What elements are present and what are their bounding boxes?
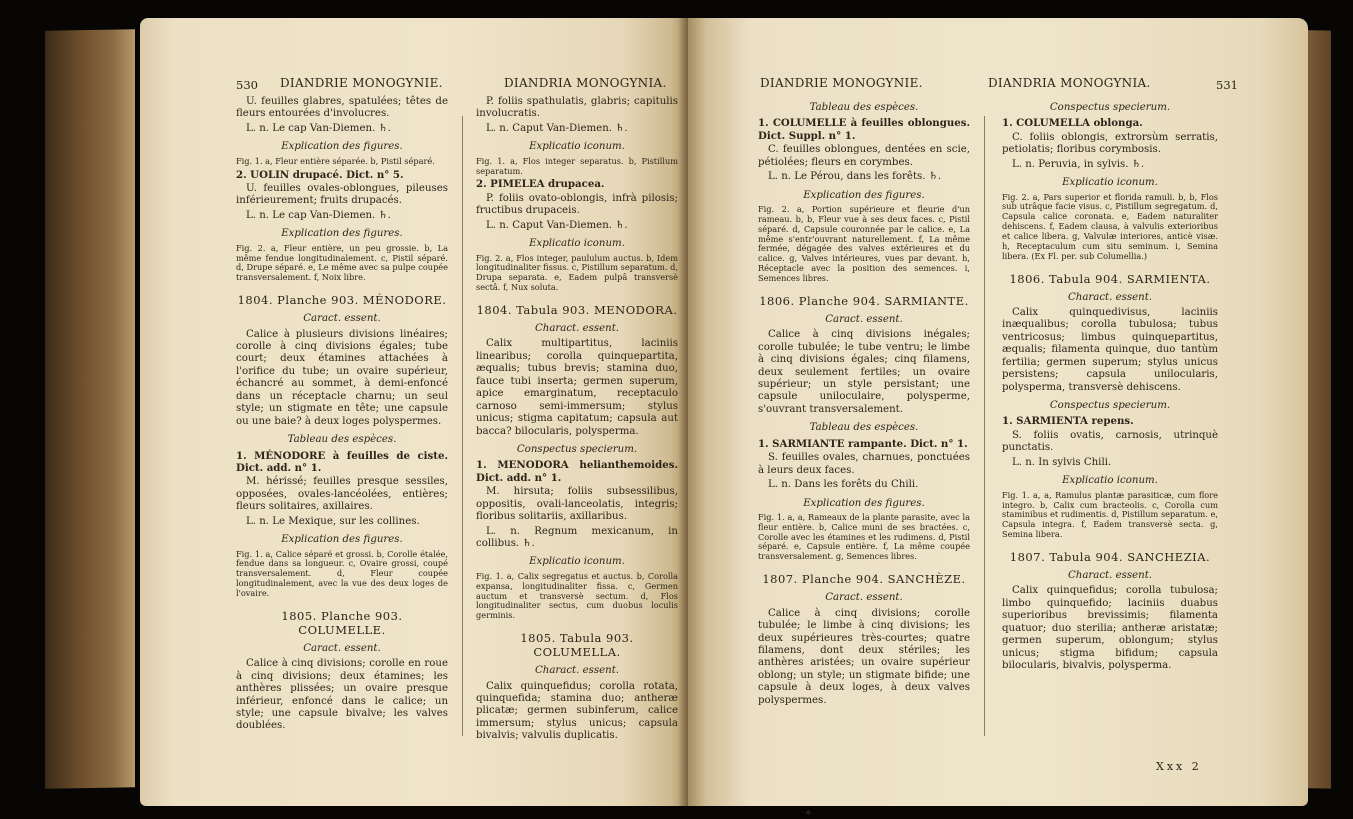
section-heading: Caract. essent. bbox=[825, 592, 903, 604]
plate-heading: 1804. Tabula 903. MENODORA. bbox=[476, 303, 678, 317]
figure-caption: Fig. 2. a, Pars superior et florida ramuli. b, b, Flos sub utrâque facie visus. c, Pistillum segregatum. d, Capsula calice coronata. e, Eadem naturaliter dehiscens. f, Eadem clausa, à valvulis exterioribus et calice libera. g, Valvulæ interiores, anticè visæ. h, Receptaculum cum situ seminum. i, Semina libera. (Ex Fl. per. sub Columellia.) bbox=[1002, 191, 1218, 261]
paragraph: U. feuilles glabres, spatulées; têtes de fleurs entourées d'involucres. bbox=[236, 96, 448, 120]
paragraph: M. hérissé; feuilles presque sessiles, opposées, ovales-lancéolées, entières; fleurs solitaires, axillaires. bbox=[236, 476, 448, 513]
figure-caption: Fig. 1. a, Calice séparé et grossi. b, Corolle étalée, fendue dans sa longueur. c, Ovaire grossi, coupé transversalement. d, Fleur coupée longitudinalement, avec la vue des deux loges de l'ovaire. bbox=[236, 548, 448, 598]
plate-heading: 1805. Tabula 903. COLUMELLA. bbox=[520, 631, 634, 660]
paragraph: U. feuilles ovales-oblongues, pileuses inférieurement; fruits drupacés. bbox=[236, 183, 448, 207]
right-page bbox=[688, 18, 1308, 819]
section-heading: Explication des figures. bbox=[281, 228, 403, 240]
species-entry: 1. MÉNODORE à feuilles de ciste. Dict. add. n° 1. bbox=[236, 449, 448, 474]
section-heading: Tableau des espèces. bbox=[809, 422, 919, 434]
paragraph: L. n. Regnum mexicanum, in collibus. ♄. bbox=[476, 525, 678, 550]
running-head-left-b: DIANDRIA MONOGYNIA. bbox=[504, 76, 667, 90]
figure-caption: Fig. 2. a, Portion supérieure et fleurie d'un rameau. b, b, Fleur vue à ses deux faces. c, Pistil séparé. d, Capsule couronnée par le calice. e, La même s'entr'ouvrant naturellement. f, La même fermée, dégagée des valves extérieures et du calice. g, Valves intérieures, vues par devant. h, Réceptacle avec la position des semences. i, Semences libres. bbox=[758, 204, 970, 283]
paragraph: L. n. Le Pérou, dans les forêts. ♄. bbox=[768, 171, 942, 183]
section-heading: Conspectus specierum. bbox=[516, 443, 638, 455]
plate-heading: 1807. Planche 904. SANCHÈZE. bbox=[762, 572, 966, 587]
plate-heading: 1804. Planche 903. MÉNODORE. bbox=[237, 293, 447, 308]
left-page-edges bbox=[45, 29, 135, 789]
section-heading: Explication des figures. bbox=[803, 189, 925, 201]
running-head-right-b: DIANDRIA MONOGYNIA. bbox=[988, 76, 1151, 90]
paragraph: C. foliis oblongis, extrorsùm serratis, petiolatis; floribus corymbosis. bbox=[1002, 131, 1218, 156]
paragraph: L. n. Peruvia, in sylvis. ♄. bbox=[1012, 158, 1145, 170]
paragraph: Calice à plusieurs divisions linéaires; corolle à cinq divisions égales; tube court; deux étamines attachées à l'orifice du tube; un ovaire supérieur, échancré au sommet, à demi-enfoncé dans un réceptacle charnu; un seul style; un stigmate en tête; une capsule ou une baie? à deux loges polyspermes. bbox=[236, 328, 448, 427]
section-heading: Explicatio iconum. bbox=[529, 141, 625, 153]
plate-heading: 1805. Planche 903. COLUMELLE. bbox=[281, 608, 403, 637]
section-heading: Charact. essent. bbox=[1067, 569, 1153, 581]
paragraph: Calice à cinq divisions; corolle tubulée; le limbe à cinq divisions; les deux supérieures très-courtes; quatre filamens, dont deux stériles; les anthères aristées; un ovaire supérieur oblong; un style; un stigmate bifide; une capsule à deux loges, à deux valves polyspermes. bbox=[758, 607, 970, 706]
figure-caption: Fig. 2. a, Flos integer, paululum auctus. b, Idem longitudinaliter fissus. c, Pistillum separatum. d, Drupa separata. e, Eadem pulpâ transversè sectâ. f, Nux soluta. bbox=[476, 252, 678, 293]
paragraph: M. hirsuta; foliis subsessilibus, oppositis, ovali-lanceolatis, integris; floribus solitariis, axillaribus. bbox=[476, 486, 678, 523]
section-heading: Explicatio iconum. bbox=[529, 238, 625, 250]
column-body bbox=[236, 96, 448, 735]
figure-caption: Fig. 1. a, Calix segregatus et auctus. b, Corolla expansa, longitudinaliter fissa. c, Germen auctum et transversè sectum. d, Flos longitudinaliter sectus, cum duobus loculis germinis. bbox=[476, 570, 678, 621]
figure-caption: Fig. 1. a, Fleur entière séparée. b, Pistil séparé. bbox=[236, 155, 435, 166]
species-entry: 1. SARMIANTE rampante. Dict. n° 1. bbox=[758, 437, 968, 450]
paragraph: Calix quinquefidus; corolla rotata, quinquefida; stamina duo; antheræ plicatæ; germen subinferum, calice immersum; stylus unicus; capsula bivalvis; valvulis duplicatis. bbox=[476, 680, 678, 742]
section-heading: Charact. essent. bbox=[1067, 291, 1153, 303]
section-heading: Conspectus specierum. bbox=[1049, 102, 1171, 113]
paragraph: L. n. Le cap Van-Diemen. ♄. bbox=[246, 209, 391, 221]
section-heading: Caract. essent. bbox=[303, 642, 381, 654]
paragraph: Calix multipartitus, laciniis linearibus; corolla quinquepartita, æqualis; tubus brevis; stamina duo, fauce tubi inserta; germen superum, apice emarginatum, receptaculo carnoso semi-immersum; stylus unicus; stigma capitatum; capsula aut bacca? bilocularis, polysperma. bbox=[476, 338, 678, 437]
species-entry: 1. COLUMELLE à feuilles oblongues. Dict. Suppl. n° 1. bbox=[758, 117, 970, 142]
running-head-right-a: DIANDRIE MONOGYNIE. bbox=[760, 76, 923, 90]
section-heading: Explication des figures. bbox=[803, 497, 925, 509]
figure-caption: Fig. 1. a, a, Rameaux de la plante parasite, avec la fleur entière. b, Calice muni de ses bractées. c, Corolle avec les étamines et les rudimens. d, Pistil séparé. e, Capsule entière. f, La même coupée transversalement. g, Semences libres. bbox=[758, 511, 970, 562]
paragraph: Calice à cinq divisions inégales; corolle tubulée; le tube ventru; le limbe à cinq divisions égales; cinq filamens, deux seulement fertiles; un ovaire supérieur; un style persistant; une capsule uniloculaire, polysperme, s'ouvrant transversalement. bbox=[758, 329, 970, 415]
column-rule-left bbox=[462, 116, 463, 736]
paragraph: L. n. Caput Van-Diemen. ♄. bbox=[486, 122, 628, 134]
figure-caption: Fig. 1. a, a, Ramulus plantæ parasiticæ, cum flore integro. b, Calix cum bracteolis. c, Corolla cum staminibus et rudimentis. d, Pistillum separatum. e, Capsula integra. f, Eadem transversè secta. g, Semina libera. bbox=[1002, 489, 1218, 540]
paragraph: Calix quinquedivisus, laciniis inæqualibus; corolla tubulosa; tubus ventricosus; limbus quinquepartitus, æqualis; filamenta quinque, duo tantùm fertilia; germen superum; stylus unicus persistens; capsula unilocularis, polysperma, transversè dehiscens. bbox=[1002, 306, 1218, 393]
section-heading: Conspectus specierum. bbox=[1049, 400, 1171, 412]
paragraph: L. n. Caput Van-Diemen. ♄. bbox=[486, 219, 628, 231]
section-heading: Explicatio iconum. bbox=[529, 556, 625, 568]
left-page bbox=[140, 18, 688, 806]
section-heading: Tableau des espèces. bbox=[287, 434, 397, 446]
page-number-right: 531 bbox=[1216, 78, 1238, 92]
column-body bbox=[476, 96, 678, 745]
paragraph: Calice à cinq divisions; corolle en roue à cinq divisions; deux étamines; les anthères plissées; un ovaire presque inférieur, enfoncé dans le calice; un style; une capsule bivalve; les valves doublées. bbox=[236, 658, 448, 732]
signature-mark: Xxx 2 bbox=[1156, 760, 1202, 773]
column-rule-right bbox=[984, 116, 985, 736]
species-entry: 2. PIMELEA drupacea. bbox=[476, 178, 605, 191]
figure-caption: Fig. 2. a, Fleur entière, un peu grossie. b, La même fendue longitudinalement. c, Pistil séparé. d, Drupe séparé. e, Le même avec sa pulpe coupée transversalement. f, Noix libre. bbox=[236, 242, 448, 283]
ornament: ✦ bbox=[804, 808, 813, 819]
column-body bbox=[1002, 96, 1218, 674]
species-entry: 2. UOLIN drupacé. Dict. n° 5. bbox=[236, 168, 404, 181]
paragraph: L. n. Le cap Van-Diemen. ♄. bbox=[246, 122, 391, 134]
species-entry: 1. MENODORA helianthemoides. Dict. add. n° 1. bbox=[476, 459, 678, 484]
paragraph: P. foliis spathulatis, glabris; capitulis involucratis. bbox=[476, 96, 678, 120]
species-entry: 1. SARMIENTA repens. bbox=[1002, 415, 1134, 428]
species-entry: 1. COLUMELLA oblonga. bbox=[1002, 117, 1143, 130]
paragraph: L. n. Dans les forêts du Chili. bbox=[768, 479, 919, 491]
section-heading: Caract. essent. bbox=[303, 313, 381, 325]
figure-caption: Fig. 1. a, Flos integer separatus. b, Pistillum separatum. bbox=[476, 155, 678, 176]
paragraph: C. feuilles oblongues, dentées en scie, pétiolées; fleurs en corymbes. bbox=[758, 144, 970, 168]
page-number-left: 530 bbox=[236, 78, 258, 92]
paragraph: Calix quinquefidus; corolla tubulosa; limbo quinquefido; laciniis duabus superioribus brevissimis; filamenta quatuor; duo sterilia; antheræ aristatæ; germen superum, oblongum; stylus unicus; stigma bifidum; capsula bilocularis, bivalvis, polysperma. bbox=[1002, 585, 1218, 671]
paragraph: L. n. Le Mexique, sur les collines. bbox=[246, 515, 420, 527]
section-heading: Explicatio iconum. bbox=[1062, 475, 1158, 487]
section-heading: Explicatio iconum. bbox=[1062, 177, 1158, 189]
paragraph: S. foliis ovatis, carnosis, utrinquè punctatis. bbox=[1002, 429, 1218, 454]
paragraph: S. feuilles ovales, charnues, ponctuées à leurs deux faces. bbox=[758, 452, 970, 476]
paragraph: P. foliis ovato-oblongis, infrà pilosis; fructibus drupaceis. bbox=[476, 192, 678, 217]
plate-heading: 1806. Planche 904. SARMIANTE. bbox=[759, 293, 969, 308]
section-heading: Tableau des espèces. bbox=[809, 102, 919, 113]
plate-heading: 1807. Tabula 904. SANCHEZIA. bbox=[1009, 549, 1211, 564]
section-heading: Caract. essent. bbox=[825, 313, 903, 325]
running-head-left-a: DIANDRIE MONOGYNIE. bbox=[280, 76, 443, 90]
section-heading: Charact. essent. bbox=[534, 323, 620, 335]
section-heading: Explication des figures. bbox=[281, 141, 403, 153]
column-body bbox=[758, 96, 970, 709]
plate-heading: 1806. Tabula 904. SARMIENTA. bbox=[1009, 271, 1211, 286]
paragraph: L. n. In sylvis Chili. bbox=[1012, 456, 1112, 468]
section-heading: Charact. essent. bbox=[534, 665, 620, 677]
section-heading: Explication des figures. bbox=[281, 534, 403, 546]
